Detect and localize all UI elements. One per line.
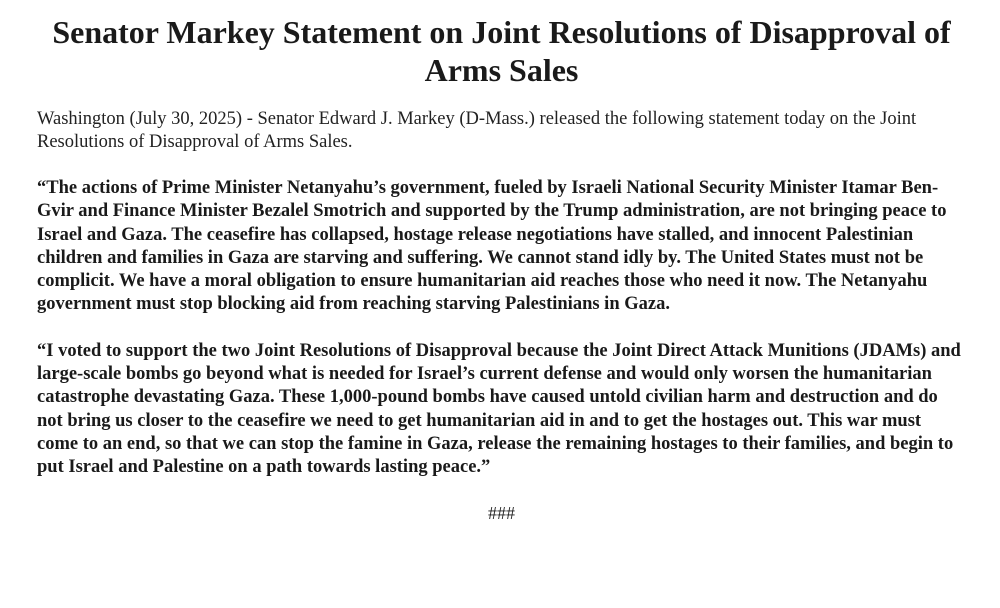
statement-paragraph-2: “I voted to support the two Joint Resolutions of Disapproval because the Joint Direct Attack Munitions (JDAMs) and large-scale bombs go beyond what is needed for Israel’s current defense and would only worsen the humanitarian catastrophe devastating Gaza. These 1,000-pound bombs have caused untold civilian harm and destruction and do not bring us closer to the ceasefire we need to get humanitarian aid in and to get the hostages out. This war must come to an end, so that we can stop the famine in Gaza, release the remaining hostages to their families, and begin to put Israel and Palestine on a path towards lasting peace.”	[37, 340, 961, 478]
end-mark: ###	[488, 502, 515, 523]
press-release	[0, 13, 1000, 608]
page-title: Senator Markey Statement on Joint Resolutions of Disapproval of Arms Sales	[52, 14, 951, 88]
statement-paragraph-1: “The actions of Prime Minister Netanyahu’s government, fueled by Israeli National Security Minister Itamar Ben-Gvir and Finance Minister Bezalel Smotrich and supported by the Trump administration, are not bringing peace to Israel and Gaza. The ceasefire has collapsed, hostage release negotiations have stalled, and innocent Palestinian children and families in Gaza are starving and suffering. We cannot stand idly by. The United States must not be complicit. We have a moral obligation to ensure humanitarian aid reaches those who need it now. The Netanyahu government must stop blocking aid from reaching starving Palestinians in Gaza.	[37, 178, 947, 315]
dateline-paragraph: Washington (July 30, 2025) - Senator Edward J. Markey (D-Mass.) released the following statement today on the Joint Resolutions of Disapproval of Arms Sales.	[37, 109, 917, 152]
